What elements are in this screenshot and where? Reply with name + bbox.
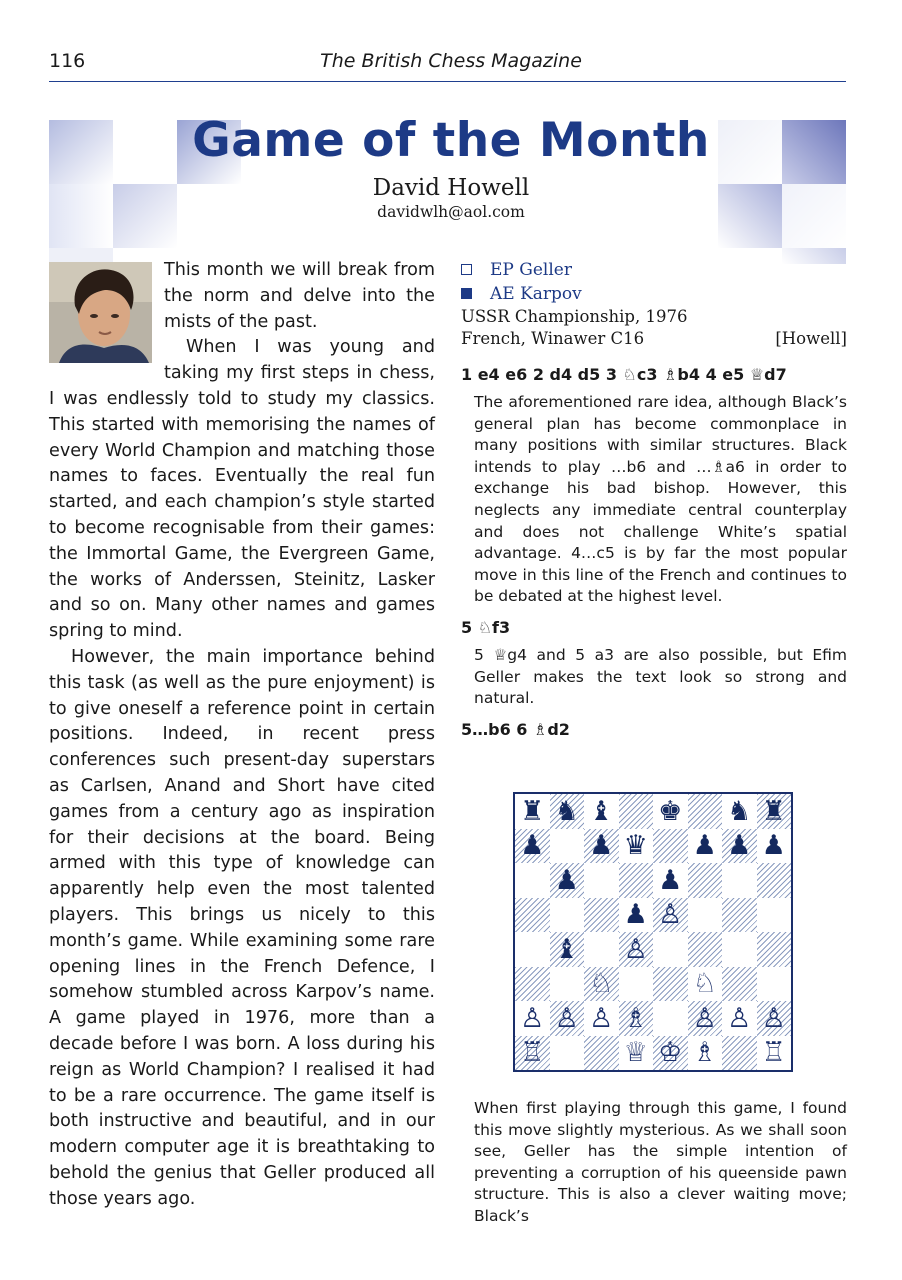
header-rule [49,81,846,82]
white-player: EP Geller [461,258,847,282]
square-b5 [550,898,585,933]
annotation: 5 ♕g4 and 5 a3 are also possible, but Efim Geller makes the text look so strong and natural. [474,645,847,708]
square-g2 [722,1001,757,1036]
chess-piece-icon: ♟ [589,830,614,862]
move-line: 1 e4 e6 2 d4 d5 3 ♘c3 ♗b4 4 e5 ♕d7 [461,365,787,384]
square-g4 [722,932,757,967]
chess-piece-icon: ♖ [520,1037,545,1069]
square-c1 [584,1036,619,1071]
square-h2 [757,1001,792,1036]
square-e2 [653,1001,688,1036]
chess-piece-icon: ♟ [554,864,579,896]
square-h7 [757,829,792,864]
chess-piece-icon: ♟ [520,830,545,862]
square-h3 [757,967,792,1002]
chess-piece-icon: ♚ [658,795,683,827]
black-player: AE Karpov [461,282,847,306]
square-b1 [550,1036,585,1071]
square-e4 [653,932,688,967]
chess-piece-icon: ♟ [658,864,683,896]
square-e1 [653,1036,688,1071]
square-d7 [619,829,654,864]
square-h5 [757,898,792,933]
chess-piece-icon: ♘ [692,968,717,1000]
square-d5 [619,898,654,933]
square-h6 [757,863,792,898]
square-c3 [584,967,619,1002]
square-c4 [584,932,619,967]
square-f6 [688,863,723,898]
chess-piece-icon: ♕ [623,1037,648,1069]
chess-piece-icon: ♙ [727,1002,752,1034]
opening-name: French, Winawer C16 [461,329,645,348]
chess-piece-icon: ♙ [520,1002,545,1034]
opening-row [461,328,847,350]
square-b8 [550,794,585,829]
chess-piece-icon: ♟ [623,899,648,931]
chess-piece-icon: ♟ [692,830,717,862]
intro-paragraph: When I was young and taking my first steps in chess, I was endlessly told to study my classics. This started with memorising the names of every World Champion and matching those names to faces. Eventually the real fun started, and each champion’s style started to become recognisable from their games: the Immortal Game, the Evergreen Game, the works of Anderssen, Steinitz, Lasker and so on. Many other names and games spring to mind. [49,337,435,642]
article-title: Game of the Month [192,113,710,168]
intro-column [49,258,435,1212]
annotation: The aforementioned rare idea, although Black’s general plan has become commonplace in many positions with similar structures. Black intends to play …b6 and …♗a6 in order to exchange his bad bishop. However, this neglects any immediate central counterplay and does not challenge White’s spatial advantage. 4…c5 is by far the most popular move in this line of the French and continues to be debated at the highest level. [474,393,847,606]
square-e8 [653,794,688,829]
chess-piece-icon: ♝ [589,795,614,827]
square-e5 [653,898,688,933]
square-f3 [688,967,723,1002]
chess-piece-icon: ♜ [520,795,545,827]
page-number: 116 [49,50,86,72]
square-f7 [688,829,723,864]
event-name: USSR Championship, 1976 [461,307,688,326]
intro-paragraph: However, the main importance behind this task (as well as the pure enjoyment) is to give oneself a reference point in certain positions. Indeed, in recent press conferences such present-day superstars as Carlsen, Anand and Short have cited games from a century ago as inspiration for their decisions at the board. Being armed with this type of knowledge can apparently help even the most talented players. This brings us nicely to this month’s game. While examining some rare opening lines in the French Defence, I somehow stumbled across Karpov’s name. A game played in 1976, more than a decade before I was born. A loss during his reign as World Champion? I realised it had to be a rare occurrence. The game itself is both instructive and beautiful, and in our modern computer age it is breathtaking to behold the genius that Geller produced all those years ago. [49,646,435,1209]
square-d6 [619,863,654,898]
chess-piece-icon: ♛ [623,830,648,862]
square-a6 [515,863,550,898]
move-line: 5 ♘f3 [461,617,511,637]
square-e7 [653,829,688,864]
square-f8 [688,794,723,829]
square-f1 [688,1036,723,1071]
chess-piece-icon: ♟ [727,830,752,862]
chess-piece-icon: ♔ [658,1037,683,1069]
square-b7 [550,829,585,864]
chess-piece-icon: ♖ [761,1037,786,1069]
author-name: David Howell [372,175,530,201]
square-g1 [722,1036,757,1071]
chess-piece-icon: ♝ [554,933,579,965]
chess-piece-icon: ♟ [761,830,786,862]
square-c6 [584,863,619,898]
author-email[interactable]: davidwlh@aol.com [377,203,525,221]
intro-paragraph: This month we will break from the norm and delve into the mists of the past. [164,260,435,332]
square-f5 [688,898,723,933]
square-f2 [688,1001,723,1036]
square-e6 [653,863,688,898]
square-g3 [722,967,757,1002]
chess-piece-icon: ♗ [623,1002,648,1034]
square-a4 [515,932,550,967]
chess-piece-icon: ♙ [658,899,683,931]
square-c2 [584,1001,619,1036]
square-a7 [515,829,550,864]
square-g7 [722,829,757,864]
chess-piece-icon: ♙ [692,1002,717,1034]
square-d3 [619,967,654,1002]
white-square-icon [461,264,472,275]
square-e3 [653,967,688,1002]
chess-piece-icon: ♗ [692,1037,717,1069]
square-a3 [515,967,550,1002]
square-d4 [619,932,654,967]
chess-piece-icon: ♙ [761,1002,786,1034]
chess-diagram [513,792,793,1072]
chess-piece-icon: ♜ [761,795,786,827]
square-g6 [722,863,757,898]
square-g8 [722,794,757,829]
square-c5 [584,898,619,933]
square-f4 [688,932,723,967]
square-h4 [757,932,792,967]
square-a1 [515,1036,550,1071]
square-c7 [584,829,619,864]
square-b2 [550,1001,585,1036]
square-h1 [757,1036,792,1071]
square-d8 [619,794,654,829]
square-a8 [515,794,550,829]
square-c8 [584,794,619,829]
chess-piece-icon: ♞ [554,795,579,827]
square-g5 [722,898,757,933]
square-b3 [550,967,585,1002]
chess-piece-icon: ♞ [727,795,752,827]
square-b4 [550,932,585,967]
annotation: When first playing through this game, I found this move slightly mysterious. As we shall soon see, Geller has the simple intention of preventing a corruption of his queenside pawn structure. This is also a clever waiting move; Black’s [474,1099,847,1225]
square-b6 [550,863,585,898]
move-line: 5…b6 6 ♗d2 [461,719,570,739]
chess-piece-icon: ♘ [589,968,614,1000]
square-d2 [619,1001,654,1036]
black-square-icon [461,288,472,299]
running-title: The British Chess Magazine [320,50,582,72]
square-h8 [757,794,792,829]
chess-piece-icon: ♙ [589,1002,614,1034]
game-column [461,258,847,741]
annotator: [Howell] [775,329,847,348]
chess-piece-icon: ♙ [623,933,648,965]
square-a5 [515,898,550,933]
square-d1 [619,1036,654,1071]
chess-piece-icon: ♙ [554,1002,579,1034]
square-a2 [515,1001,550,1036]
